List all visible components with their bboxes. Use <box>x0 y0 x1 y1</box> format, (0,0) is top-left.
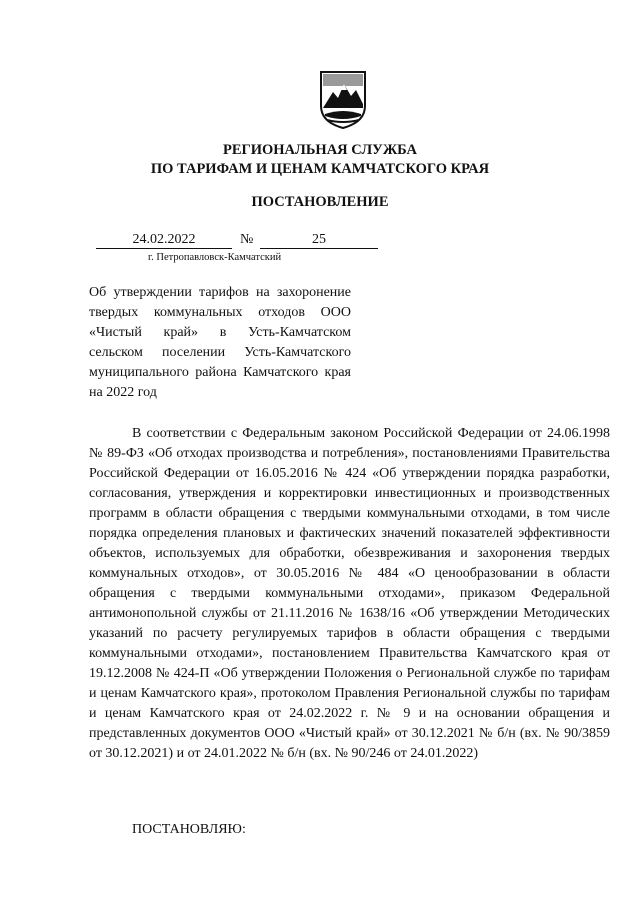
org-line-2: ПО ТАРИФАМ И ЦЕНАМ КАМЧАТСКОГО КРАЯ <box>150 161 490 177</box>
document-type: ПОСТАНОВЛЕНИЕ <box>251 194 389 210</box>
document-number: 25 <box>260 232 378 249</box>
organization-name <box>0 141 640 179</box>
document-date: 24.02.2022 <box>96 232 232 249</box>
city-name: г. Петропавловск-Камчатский <box>148 252 282 263</box>
preamble-paragraph: В соответствии с Федеральным законом Российской Федерации от 24.06.1998 № 89-ФЗ «Об отходах производства и потребления», постановлениями Правительства Российской Федерации от 16.05.2016 № 424 «Об утверждении порядка разработки, согласования, утверждения и корректировки инвестиционных и производственных программ в области обращения с твердыми коммунальными отходами, в том числе порядка определения плановых и фактических значений показателей эффективности объектов, используемых для обработки, обезвреживания и захоронения твердых коммунальных отходов», от 30.05.2016 № 484 «О ценообразовании в области обращения с твердыми коммунальными отходами», приказом Федеральной антимонопольной службы от 21.11.2016 № 1638/16 «Об утверждении Методических указаний по расчету регулируемых тарифов в области обращения с твердыми коммунальными отходами», постановлением Правительства Камчатского края от 19.12.2008 № 424-П «Об утверждении Положения о Региональной службе по тарифам и ценам Камчатского края», протоколом Правления Региональной службы по тарифам и ценам Камчатского края от 24.02.2022 г. № 9 и на основании обращения и представленных документов ООО «Чистый край» от 30.12.2021 № б/н (вх. № 90/3859 от 30.12.2021) и от 24.01.2022 № б/н (вх. № 90/246 от 24.01.2022) <box>89 426 610 761</box>
number-sign: № <box>240 232 254 247</box>
kamchatka-coat-of-arms-icon <box>318 70 368 130</box>
org-line-1: РЕГИОНАЛЬНАЯ СЛУЖБА <box>222 142 418 158</box>
resolve-heading: ПОСТАНОВЛЯЮ: <box>132 822 246 837</box>
document-subject: Об утверждении тарифов на захоронение твердых коммунальных отходов ООО «Чистый край» в Усть-Камчатском сельском поселении Усть-Камчатского муниципального района Камчатского края на 2022 год <box>89 285 351 400</box>
